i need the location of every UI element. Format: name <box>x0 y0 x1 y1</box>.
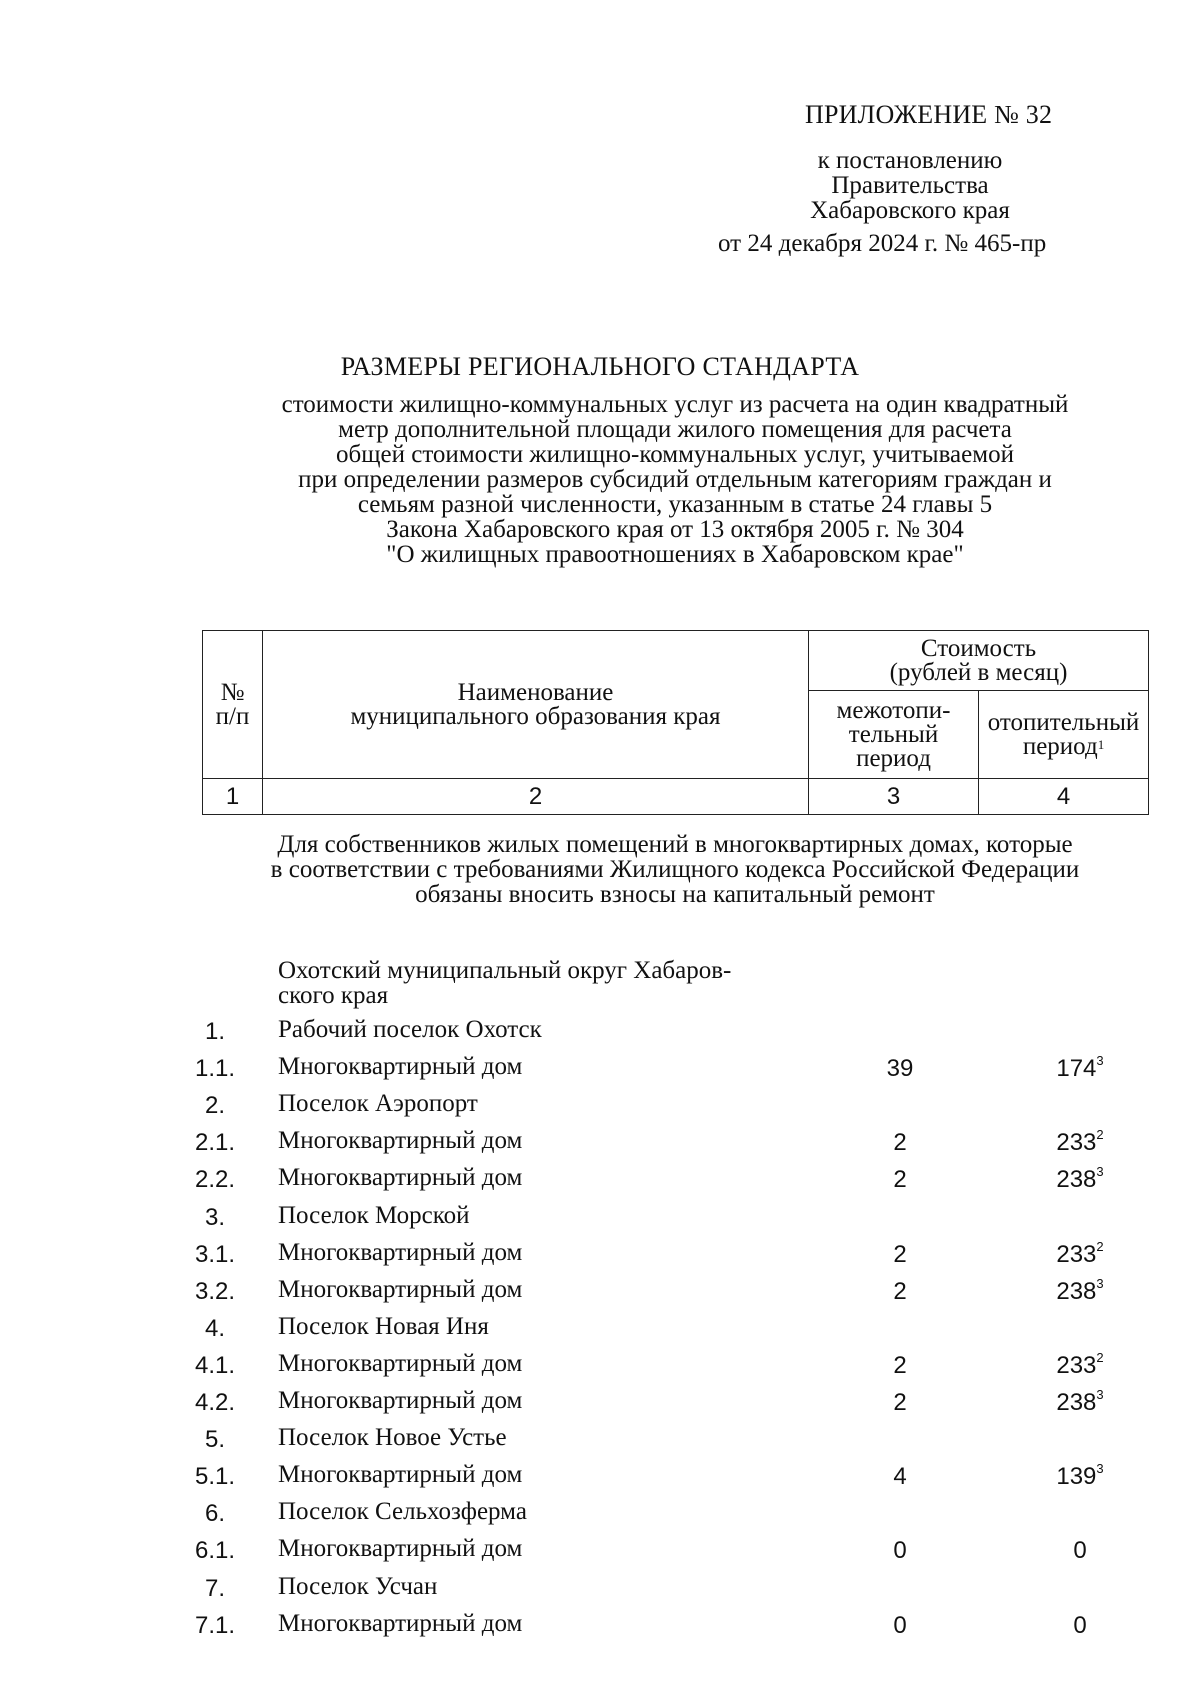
header-index-1: 1 <box>203 779 263 815</box>
header-period2-line-2 <box>979 732 1148 760</box>
table-row <box>0 1053 1200 1089</box>
footnote-marker: 3 <box>1096 1387 1104 1402</box>
row-value-heating-text: 0 <box>1073 1537 1087 1565</box>
row-name: Многоквартирный дом <box>278 1127 523 1155</box>
row-name: Многоквартирный дом <box>278 1275 523 1303</box>
row-value-heating-text: 233 <box>1056 1240 1097 1268</box>
table-row <box>0 1016 1200 1052</box>
table-row <box>0 1424 1200 1460</box>
row-number: 7.1. <box>194 1611 236 1639</box>
header-cost-line-1: Стоимость <box>920 634 1037 662</box>
table-row <box>0 1313 1200 1349</box>
row-name: Многоквартирный дом <box>278 1053 523 1081</box>
subtitle-line: стоимости жилищно-коммунальных услуг из расчета на один квадратный <box>281 391 1069 418</box>
row-value-heating-text: 0 <box>1073 1611 1087 1639</box>
row-number: 7. <box>204 1574 225 1602</box>
okrug-heading <box>278 958 838 1008</box>
row-value-offseason: 39 <box>886 1055 914 1083</box>
row-number: 4. <box>204 1314 225 1342</box>
table-row <box>0 1387 1200 1423</box>
row-name: Многоквартирный дом <box>278 1535 523 1563</box>
row-name: Поселок Сельхозферма <box>278 1498 527 1526</box>
table-row <box>0 1573 1200 1609</box>
table-row <box>0 1535 1200 1571</box>
row-value-heating <box>1020 1129 1140 1157</box>
subtitle-line: Закона Хабаровского края от 13 октября 2005 г. № 304 <box>386 516 964 543</box>
table-row <box>0 1239 1200 1275</box>
row-value-heating-text: 139 <box>1056 1463 1097 1491</box>
document-subtitle <box>220 392 1130 567</box>
row-number: 3. <box>204 1203 225 1231</box>
table-row <box>0 1461 1200 1497</box>
footnote-marker: 3 <box>1096 1461 1104 1477</box>
header-period-heating <box>979 691 1149 779</box>
header-period1-line-1: межотопи- <box>836 696 951 724</box>
section-note <box>200 832 1150 907</box>
footnote-marker: 2 <box>1096 1238 1104 1254</box>
table-row <box>0 1164 1200 1200</box>
row-value-offseason: 2 <box>893 1351 907 1379</box>
row-name: Многоквартирный дом <box>278 1349 523 1377</box>
table-row <box>0 1610 1200 1646</box>
header-index-2: 2 <box>263 779 809 815</box>
header-name-line-1: Наименование <box>457 678 614 706</box>
okrug-line-2: ского края <box>278 982 389 1009</box>
annex-reference <box>755 148 1065 223</box>
row-value-offseason: 2 <box>893 1277 907 1305</box>
row-value-heating-text: 238 <box>1056 1277 1097 1305</box>
table-header <box>202 630 1149 815</box>
row-name: Поселок Новое Устье <box>278 1424 507 1452</box>
row-value-offseason: 2 <box>893 1389 907 1416</box>
header-cost-cell <box>809 631 1149 691</box>
row-name: Поселок Усчан <box>278 1572 438 1600</box>
row-value-heating-text: 238 <box>1056 1389 1097 1416</box>
row-value-offseason: 0 <box>893 1537 907 1565</box>
footnote-marker: 3 <box>1096 1164 1104 1180</box>
header-index-4: 4 <box>979 779 1149 815</box>
subtitle-line: при определении размеров субсидий отдельным категориям граждан и <box>298 466 1052 493</box>
table-row <box>0 1276 1200 1312</box>
row-value-heating <box>1020 1349 1140 1380</box>
header-name-line-2: муниципального образования края <box>350 702 721 730</box>
row-value-heating <box>1020 1166 1140 1194</box>
row-number: 2. <box>204 1092 225 1120</box>
header-period1-line-3: период <box>856 744 931 772</box>
row-value-heating <box>1020 1275 1140 1306</box>
subtitle-line: семьям разной численности, указанным в статье 24 главы 5 <box>357 491 993 518</box>
row-value-offseason: 2 <box>893 1166 907 1194</box>
row-name: Поселок Новая Иня <box>278 1312 489 1340</box>
header-period-offseason <box>809 691 979 779</box>
row-value-offseason: 2 <box>893 1240 907 1268</box>
table-row <box>0 1498 1200 1534</box>
header-period2-text: период <box>1022 732 1098 760</box>
header-number-line-1: № <box>220 678 245 706</box>
annex-title: ПРИЛОЖЕНИЕ № 32 <box>805 100 1053 129</box>
row-value-heating <box>1020 1612 1140 1640</box>
annex-date: от 24 декабря 2024 г. № 465-пр <box>718 230 1047 257</box>
row-value-heating-text: 233 <box>1056 1129 1097 1157</box>
row-value-heating <box>1020 1537 1140 1565</box>
subtitle-line: метр дополнительной площади жилого помещения для расчета <box>338 416 1012 443</box>
header-name-cell <box>263 631 809 779</box>
subtitle-line: общей стоимости жилищно-коммунальных услуг, учитываемой <box>336 441 1014 468</box>
row-number: 1. <box>204 1018 225 1045</box>
footnote-marker: 1 <box>1097 736 1105 752</box>
section-note-line: в соответствии с требованиями Жилищного кодекса Российской Федерации <box>270 856 1080 883</box>
header-number-line-2: п/п <box>215 702 250 730</box>
row-value-heating <box>1020 1238 1140 1269</box>
header-number-cell <box>203 631 263 779</box>
okrug-line-1: Охотский муниципальный округ Хабаров- <box>278 957 732 984</box>
footnote-marker: 3 <box>1096 1275 1104 1291</box>
annex-line-1: к постановлению <box>817 147 1003 174</box>
row-value-heating-text: 174 <box>1056 1055 1097 1083</box>
row-name: Многоквартирный дом <box>278 1387 523 1414</box>
footnote-marker: 2 <box>1096 1127 1104 1143</box>
row-name: Многоквартирный дом <box>278 1609 523 1637</box>
section-note-line: Для собственников жилых помещений в многоквартирных домах, которые <box>277 831 1073 858</box>
header-period1-line-2: тельный <box>848 720 939 748</box>
row-name: Поселок Морской <box>278 1201 470 1229</box>
table-row <box>0 1127 1200 1163</box>
table-row <box>0 1202 1200 1238</box>
row-number: 2.2. <box>194 1166 236 1194</box>
row-value-offseason: 4 <box>893 1463 907 1491</box>
row-name: Многоквартирный дом <box>278 1238 523 1266</box>
footnote-marker: 2 <box>1096 1349 1104 1365</box>
row-name: Рабочий поселок Охотск <box>278 1016 542 1043</box>
row-value-heating <box>1020 1463 1140 1491</box>
row-number: 5.1. <box>194 1463 236 1491</box>
row-number: 4.2. <box>194 1389 236 1416</box>
row-value-heating-text: 233 <box>1056 1351 1097 1379</box>
row-name: Многоквартирный дом <box>278 1461 523 1489</box>
document-title: РАЗМЕРЫ РЕГИОНАЛЬНОГО СТАНДАРТА <box>340 352 860 381</box>
row-value-offseason: 2 <box>893 1129 907 1157</box>
table-row <box>0 1350 1200 1386</box>
header-cost-line-2: (рублей в месяц) <box>889 658 1068 686</box>
header-index-3: 3 <box>809 779 979 815</box>
header-period2-line-1: отопительный <box>987 708 1140 736</box>
row-number: 5. <box>204 1426 225 1454</box>
row-name: Поселок Аэропорт <box>278 1090 478 1118</box>
row-number: 2.1. <box>194 1129 236 1157</box>
row-name: Многоквартирный дом <box>278 1164 523 1192</box>
footnote-marker: 3 <box>1096 1053 1104 1069</box>
annex-line-3: Хабаровского края <box>810 197 1010 224</box>
row-number: 3.1. <box>194 1240 236 1268</box>
row-value-offseason: 0 <box>893 1611 907 1639</box>
subtitle-line: "О жилищных правоотношениях в Хабаровском крае" <box>386 541 964 568</box>
row-number: 1.1. <box>194 1055 236 1083</box>
row-number: 6.1. <box>194 1537 236 1565</box>
row-value-heating <box>1020 1389 1140 1417</box>
row-value-heating-text: 238 <box>1056 1166 1097 1194</box>
row-number: 3.2. <box>194 1277 236 1305</box>
annex-line-2: Правительства <box>831 172 989 199</box>
section-note-line: обязаны вносить взносы на капитальный ремонт <box>415 881 935 908</box>
row-value-heating <box>1020 1055 1140 1083</box>
table-row <box>0 1090 1200 1126</box>
row-number: 4.1. <box>194 1351 236 1379</box>
row-number: 6. <box>204 1500 225 1528</box>
